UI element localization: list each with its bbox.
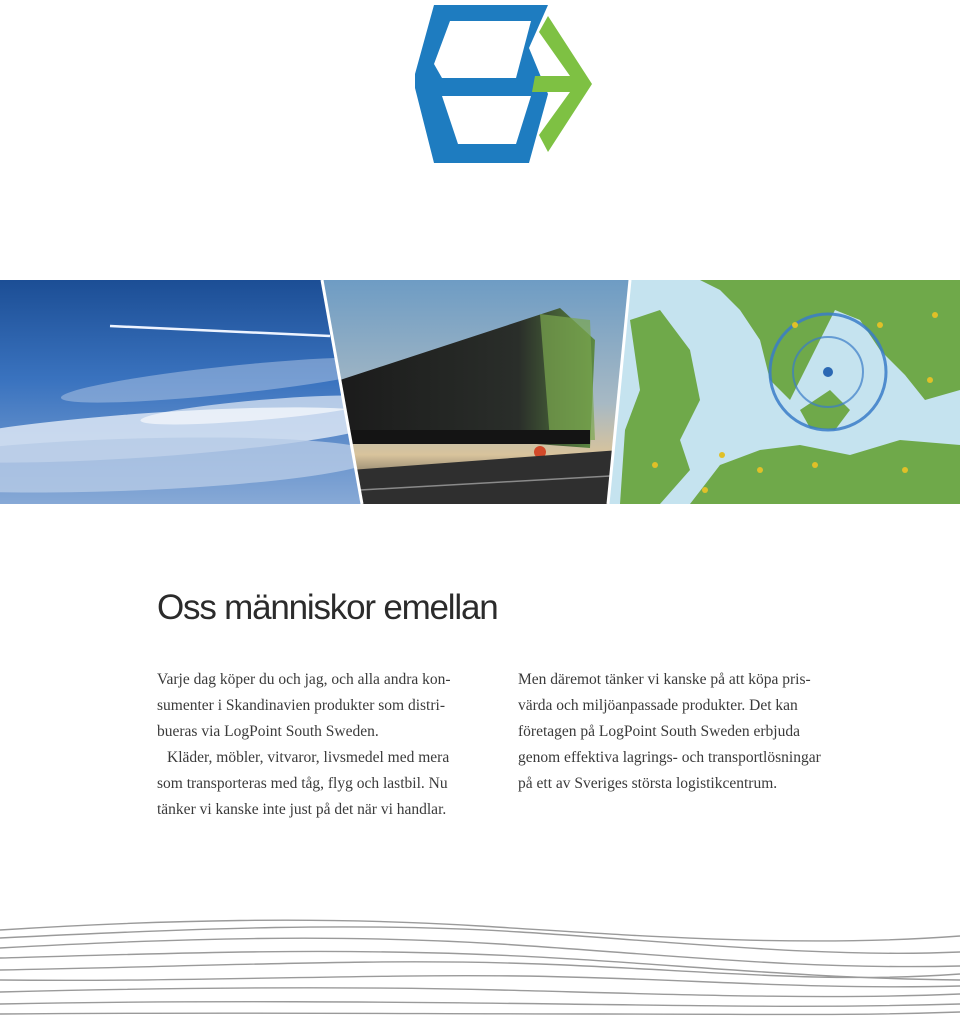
text-line: tänker vi kanske inte just på det när vi handlar. — [157, 801, 447, 818]
second-paragraph — [157, 745, 487, 823]
scandinavia-map-photo — [600, 280, 960, 504]
logo-cube-icon — [415, 5, 548, 163]
text-line: på ett av Sveriges största logistikcentrum. — [518, 775, 778, 792]
page-title: Oss människor emellan — [157, 588, 498, 627]
text-line: bueras via LogPoint South Sweden. — [157, 723, 379, 740]
left-column — [157, 667, 487, 823]
right-paragraph — [518, 667, 858, 797]
text-line: sumenter i Skandinavien produkter som distri- — [157, 697, 445, 714]
text-line: Kläder, möbler, vitvaror, livsmedel med mera — [167, 749, 450, 766]
truck-motion-photo — [320, 280, 632, 504]
text-line: som transporteras med tåg, flyg och lastbil. Nu — [157, 775, 448, 792]
text-line: Varje dag köper du och jag, och alla andra kon- — [157, 671, 451, 688]
text-line: Men däremot tänker vi kanske på att köpa pris- — [518, 671, 811, 688]
intro-paragraph — [157, 667, 487, 745]
logo-arrow-icon — [532, 16, 592, 152]
photo-band — [0, 280, 960, 504]
text-line: genom effektiva lagrings- och transportlösningar — [518, 749, 821, 766]
logpoint-logo — [412, 4, 596, 164]
wave-lines-decoration — [0, 908, 960, 1023]
text-line: värda och miljöanpassade produkter. Det kan — [518, 697, 798, 714]
text-line: företagen på LogPoint South Sweden erbjuda — [518, 723, 800, 740]
right-column — [518, 667, 858, 797]
